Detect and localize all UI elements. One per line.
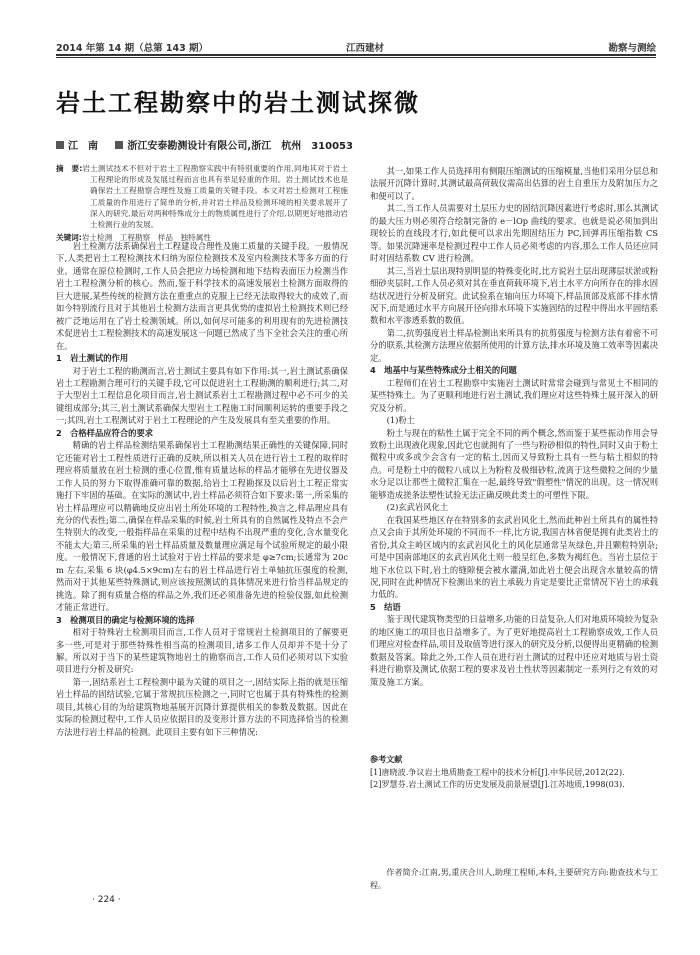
subsection-heading: (1)粉土 bbox=[386, 415, 415, 426]
header-rule bbox=[56, 54, 656, 56]
author-bio: 作者简介:江南,男,重庆合川人,助理工程师,本科,主要研究方向:勘查技术与工程。 bbox=[370, 867, 658, 890]
section-heading: 1 岩土测试的作用 bbox=[56, 353, 129, 364]
abstract bbox=[56, 163, 348, 230]
journal-name: 江西建材 bbox=[346, 43, 385, 54]
paragraph: 工程师们在岩土工程勘察中实施岩土测试时常常会碰到与常见土不相同的某些特殊土。为了更顺利地进行岩土测试,我们理应对这些特殊土展开深入的研究及分析。 bbox=[370, 377, 658, 413]
abstract-label: 摘 要: bbox=[56, 164, 83, 173]
paragraph: 相对于特殊岩土检测项目而言,工作人员对于常规岩土检测项目的了解要更多一些,可是对于那些特殊性相当高的检测项目,诸多工作人员却并不是十分了解。所以对于当下的某些建筑物地岩土的勘察而言,工作人员们必须对以下实验项目进行分析及研究: bbox=[56, 627, 348, 675]
abstract-block bbox=[56, 163, 348, 243]
paragraph: 对于岩土工程的勘测而言,岩土测试主要具有如下作用:其一,岩土测试系确保岩土工程勘测合理可行的关键手段,它可以促进岩土工程勘测的顺利进行;其二,对于大型岩土工程信息化项目而言,岩土测试系岩土工程勘测过程中必不可少的关键组成部分;其三,岩土测试系确保大型岩土工程施工时间顺利运转的重要手段之一;其四,岩土工程测试对于岩土工程理论的产生及发展具有至关重要的作用。 bbox=[56, 365, 348, 426]
running-header bbox=[56, 38, 656, 54]
section-name: 勘察与测绘 bbox=[608, 43, 656, 54]
section-heading: 5 结语 bbox=[370, 601, 401, 612]
page-number: · 224 · bbox=[92, 895, 121, 905]
paragraph: 精确的岩土样品检测结果系确保岩土工程勘测结果正确性的关键保障,同时它还能对岩土工程性质进行正确的反映,所以相关人员在进行岩土工程的取样时理应将质量放在岩土检测的重心位置,惟有质量达标的样品才能够在先进仪器及工作人员的努力下取得准确可靠的数据,给岩土工程勘探及以后岩土工程正常实施打下牢固的基础。在实际的测试中,岩土样品必须符合如下要求:第一,所采集的岩土样品理应可以精确地反应出岩土所处环境的工程特性,换言之,样品理应具有充分的代表性;第二,确保在样品采集的时候,岩土所具有的自然属性及特点不会产生特别大的改变,一般指样品在采集的过程中结构不出现严重的变化,含水量变化不能太大;第三,所采集的岩土样品质量及数量理应满足每个试验所规定的最小限度。一般情况下,普通的岩土试验对于岩土样品的要求是 φ≥7cm;长通常为 20cm 左右,采集 6 块(φ4.5×9cm)左右的岩土样品进行岩土单轴抗压强度的检测,然而对于其他某些特殊测试,则应该按照测试的具体情况来进行恰当样品规定的挑选。除了拥有质量合格的样品之外,我们还必须准备先进的检验仪器,如此检测才能正常进行。 bbox=[56, 440, 348, 613]
reference-item: [2]罗慧芬.岩土测试工作的历史发展及前景展望[J].江苏地质,1998(03). bbox=[370, 779, 625, 789]
left-column bbox=[56, 240, 348, 738]
journal-issue: 2014 年第 14 期（总第 143 期） bbox=[56, 43, 209, 54]
section-heading: 3 检测项目的确定与检测环境的选择 bbox=[56, 614, 195, 625]
paragraph: 其二,当工作人员需要对土层压力史的固结沉降因素进行考虑时,那么其测试的最大压力则必须符合绘制完备的 e－lOp 曲线的要求。也就是说必须加到出现较长的直线段才行,如此便可以求出先期固结压力 PC,回弹再压缩指数 CS 等。如果沉降速率是检测过程中工作人员必须考虑的内容,那么工作人员还应同时对固结系数 CV 进行检测。 bbox=[370, 203, 658, 264]
keywords-label: 关键词: bbox=[56, 233, 82, 243]
section-heading: 4 地基中与某些特殊成分土相关的问题 bbox=[370, 365, 517, 376]
article-title: 岩土工程勘察中的岩土测试探微 bbox=[56, 89, 420, 117]
keywords-text: 岩土检测 工程勘察 样品 独特属性 bbox=[81, 233, 211, 243]
subsection-heading: (2)玄武岩风化土 bbox=[386, 502, 449, 513]
paragraph: 鉴于现代建筑物类型的日益增多,功能的日益复杂,人们对地质环境较为复杂的地区施工的项目也日益增多了。为了更好地提高岩土工程勘察成效,工作人员们理应对检查样品,项目及取值等进行深入的研究及分析,以便得出更精确的检测数据及答案。除此之外,工作人员在进行岩土测试的过程中还应对地质与岩土资料进行勘察及测试,依据工程的要求及岩土性状等因素制定一系列行之有效的对策及施工方案。 bbox=[370, 614, 658, 687]
right-column bbox=[370, 165, 658, 688]
paragraph: 第二,抗剪强度岩土样品检测出来所具有的抗剪强度与检测方法有着密不可分的联系,其检测方法理应依据所使用的计算方法,排水环境及施工效率等因素决定。 bbox=[370, 327, 658, 363]
paragraph: 岩土检测方法系确保岩土工程建设合理性及施工质量的关键手段。一般情况下,人类把岩土工程检测技术归纳为原位检测技术及室内检测技术等多方面的行业。通常在原位检测时,工作人员会把应力场检测和地下结构表面压力检测当作岩土工程检测分析的核心。然而,鉴于科学技术的高速发展岩土检测方面取得的巨大进展,某些传统的检测方法在重重点的克服上已经无法取得较大的成效了,而如今特别流行且对于其他岩土检测方法而言更具优势的虚拟岩土检测技术则已经被广泛地运用在了岩土检测领域。所以,如何尽可能多的利用现有的先进检测技术促进岩土工程检测技术的高速发展这一问题已然成了当下全社会关注的重心所在。 bbox=[56, 241, 348, 351]
paragraph: 其一,如果工作人员选择用有侧限压缩测试的压缩模量,当他们采用分层总和法展开沉降计算时,其测试最高荷载仪需高出估算的岩土自重压力及附加压力之和便可以了。 bbox=[370, 166, 658, 201]
header-rule-thin bbox=[56, 57, 656, 58]
square-bullet-icon bbox=[56, 141, 64, 149]
paragraph: 粉土与现在的粘性土属于完全不同的两个概念,然而鉴于某些振动作用会导致粉土出现液化现象,因此它也就拥有了一些与粉砂相似的特性,同时又由于粉土微粒中或多或少会含有一定的粘土,因而又导致粉土具有一些与粘土相似的特点。可是粉土中的微粒八成以上为粉粒及极细砂粒,流离于这些微粒之间的少量水分足以让那些土微粒汇集在一起,最终导致"假塑性"情况的出现。这一情况则能够造成搓条法塑性试验无法正确反映此类土的可塑性下限。 bbox=[370, 427, 658, 500]
abstract-text: 岩土测试技术不但对于岩土工程勘察实践中有特别重要的作用,同地其对于岩土工程理论的形成及发展过程而言也具有举足轻重的作用。岩土测试技术也是确保岩土工程勘察合理性及施工质量的关键手段。本文对岩土检测对工程施工质量的作用进行了简单的分析,并对岩土样品及检测环境的相关要求展开了深入的研究,最后对两种特殊成分土的物质属性进行了介绍,以期更好地推动岩土检测行业的发展。 bbox=[82, 164, 348, 230]
author-affiliation: 浙江安泰勘测设计有限公司,浙江 杭州 310053 bbox=[127, 141, 353, 152]
references-label: 参考文献 bbox=[370, 754, 403, 764]
square-bullet-icon bbox=[115, 141, 123, 149]
paragraph: 在我国某些地区存在特别多的玄武岩风化土,然而此种岩土所具有的属性特点又会由于其所处环境的不同而不一样,比方说,我国吉林省便是拥有此类岩土的省份,其众主岭区域内的玄武岩风化土的风化层通常呈灰绿色,并且颗粒特别杂;可是中国南部地区的玄武岩风化土则一般呈红色,多数为褐红色。当岩土层位于地下水位以下时,岩土的缝隙便会被水灌满,如此岩土便会出现含水量较高的情况,同时在此种情况下检测出来的岩土承载力肯定是要比正常情况下岩土的承载力低的。 bbox=[370, 514, 658, 600]
paragraph: 第一,固结系岩土工程检测中最为关键的项目之一,固结实际上指的就是压缩岩土样品的固结试验,它属于常规抗压检测之一,同时它也属于具有特殊性的检测项目,其核心目的为给建筑物地基展开沉降计算提供相关的参数及数据。因此在实际的检测过程中,工作人员应依据目的及变形计算方法的不同选择恰当的检测方法进行岩土样品的检测。此项目主要有如下三种情况: bbox=[56, 676, 348, 737]
references bbox=[370, 753, 658, 791]
author-name: 江 南 bbox=[68, 141, 98, 152]
paragraph: 其三,当岩土层出现特别明显的特殊变化时,比方说岩土层出现薄层状淤或粉细砂夹层时,工作人员必须对其在垂直荷载环境下,岩土水平方向所存在的排水固结状况进行分析及研究。此试验系在轴向压力环境下,样品顶部及底部不排水情况下,而是通过水平方向展开径向排水环境下实施固结的过程中得出水平固结系数和水平渗透系数的数值。 bbox=[370, 265, 658, 326]
section-heading: 2 合格样品应符合的要求 bbox=[56, 427, 154, 438]
author-line bbox=[56, 137, 353, 152]
reference-item: [1]唐晓波.争议岩土地质勘查工程中的技术分析[J].中华民居,2012(22). bbox=[370, 766, 625, 777]
